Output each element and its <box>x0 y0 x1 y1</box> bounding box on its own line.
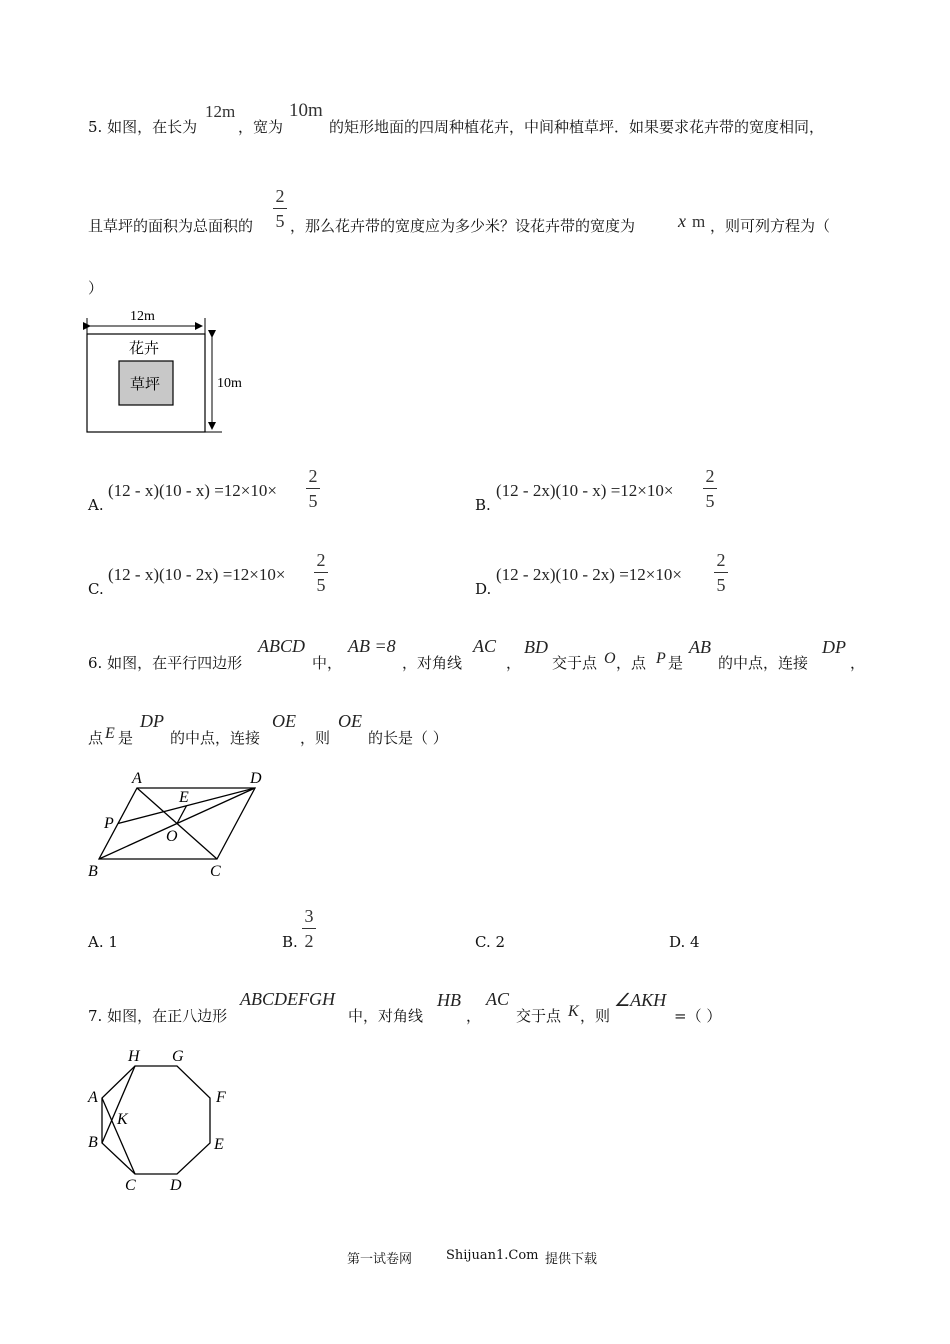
q5-text-3: 的矩形地面的四周种植花卉，中间种植草坪．如果要求花卉带的宽度相同， <box>329 118 825 136</box>
q6-text: 交于点 <box>552 654 598 672</box>
q6-math: E <box>105 725 115 742</box>
q6-math: ABCD <box>258 636 305 656</box>
q5-text-4: 且草坪的面积为总面积的 <box>88 217 254 235</box>
q7-diagonal-ac <box>102 1098 135 1174</box>
option-label: C. <box>88 580 104 598</box>
q5-fig-outer-label: 花卉 <box>129 341 160 357</box>
option-equation: (12 - x)(10 - 2x) =12×10× <box>108 565 286 584</box>
q5-text-7: ） <box>88 279 104 297</box>
q5-fig-top-label: 12m <box>130 309 155 324</box>
q5-unit: m <box>692 212 706 231</box>
q5-variable: x <box>678 211 686 231</box>
q6-math: O <box>604 650 616 667</box>
q5-fig-inner-label: 草坪 <box>130 377 161 393</box>
footer-provided-by: 提供下载 <box>545 1252 598 1267</box>
q7-label-f: F <box>216 1089 226 1106</box>
q7-math: HB <box>437 990 461 1010</box>
q6-text: 中， <box>312 654 343 672</box>
q7-text: ，则 <box>580 1007 611 1025</box>
option-fraction: 2 5 <box>314 551 328 594</box>
q7-text: 中，对角线 <box>348 1007 424 1025</box>
q6-text: 的长是（ ） <box>368 729 448 747</box>
q7-label-c: C <box>125 1177 136 1194</box>
q5-fig-side-label: 10m <box>217 376 242 391</box>
q7-label-e: E <box>214 1136 224 1153</box>
q6-text: 是 <box>668 654 684 672</box>
q6-math: DP <box>822 637 846 657</box>
option-equation: (12 - x)(10 - x) =12×10× <box>108 481 277 500</box>
q5-text-5: ，那么花卉带的宽度应为多少米？设花卉带的宽度为 <box>290 217 636 235</box>
q6-text: 点 <box>88 729 104 747</box>
q5-fraction <box>273 187 287 230</box>
q5-length-value: 12m <box>205 102 236 121</box>
q6-label-p: P <box>104 815 114 832</box>
q5-text-1: 5. 如图，在长为 <box>88 118 198 136</box>
q6-text: ，则 <box>300 729 331 747</box>
q5-fraction-den: 5 <box>275 211 285 231</box>
option-label: B. <box>475 496 491 514</box>
q6-text: 的中点，连接 <box>718 654 809 672</box>
footer-site-url: Shijuan1.Com <box>446 1248 539 1263</box>
q6-text: ， <box>850 654 866 672</box>
q7-label-h: H <box>128 1048 140 1065</box>
q7-octagon-figure <box>80 1040 250 1200</box>
q7-math: AC <box>486 989 510 1009</box>
q5-text-6: ，则可列方程为（ <box>710 217 831 235</box>
q6-math: AB <box>689 637 711 657</box>
q6-text: 的中点，连接 <box>170 729 261 747</box>
q6-text: ，点 <box>616 654 647 672</box>
q7-label-d: D <box>170 1177 182 1194</box>
q6-label-o: O <box>166 828 178 845</box>
option-fraction: 2 5 <box>306 467 320 510</box>
q7-math: K <box>568 1003 579 1020</box>
q7-math: ∠AKH <box>614 990 667 1010</box>
q6-text: ，对角线 <box>402 654 463 672</box>
q7-text: =（ ） <box>674 1007 722 1025</box>
q5-width-value: 10m <box>289 100 323 121</box>
q6-option-a[interactable]: A. 1 <box>88 933 118 951</box>
q6-math: AB =8 <box>348 636 396 656</box>
q6-label-b: B <box>88 863 98 880</box>
option-equation: (12 - 2x)(10 - x) =12×10× <box>496 481 674 500</box>
q6-option-c[interactable]: C. 2 <box>475 933 506 951</box>
footer-site-name: 第一试卷网 <box>347 1252 413 1267</box>
q6-math: P <box>656 650 666 667</box>
option-fraction: 2 5 <box>714 551 728 594</box>
q7-text: 7. 如图，在正八边形 <box>88 1007 228 1025</box>
q6-label-a: A <box>132 770 142 787</box>
q7-label-a: A <box>88 1089 98 1106</box>
q5-fraction-num: 2 <box>275 186 285 206</box>
q6-label-c: C <box>210 863 221 880</box>
q7-label-k: K <box>117 1111 128 1128</box>
q6-label-e: E <box>179 789 189 806</box>
q7-label-b: B <box>88 1134 98 1151</box>
option-label: B. <box>282 933 298 951</box>
q6-parallelogram-figure <box>80 764 280 884</box>
q6-math: OE <box>338 711 362 731</box>
q7-label-g: G <box>172 1048 184 1065</box>
q6-text: ， <box>506 654 522 672</box>
q7-text: 交于点 <box>516 1007 562 1025</box>
q7-diagonal-hb <box>102 1066 135 1143</box>
q5-text-2: ，宽为 <box>238 118 284 136</box>
option-fraction: 2 5 <box>703 467 717 510</box>
q6-option-d[interactable]: D. 4 <box>669 933 700 951</box>
option-label: A. <box>88 496 104 514</box>
q7-math: ABCDEFGH <box>240 989 335 1009</box>
option-equation: (12 - 2x)(10 - 2x) =12×10× <box>496 565 682 584</box>
q6-math: AC <box>473 636 497 656</box>
q6-text: 是 <box>118 729 134 747</box>
q6-math: BD <box>524 637 548 657</box>
q6-math: OE <box>272 711 296 731</box>
q7-text: ， <box>466 1007 482 1025</box>
q6-math: DP <box>140 711 164 731</box>
option-fraction: 3 2 <box>302 907 316 950</box>
q6-label-d: D <box>250 770 262 787</box>
q6-text: 6. 如图，在平行四边形 <box>88 654 243 672</box>
option-label: D. <box>475 580 492 598</box>
q5-figure <box>80 300 260 440</box>
